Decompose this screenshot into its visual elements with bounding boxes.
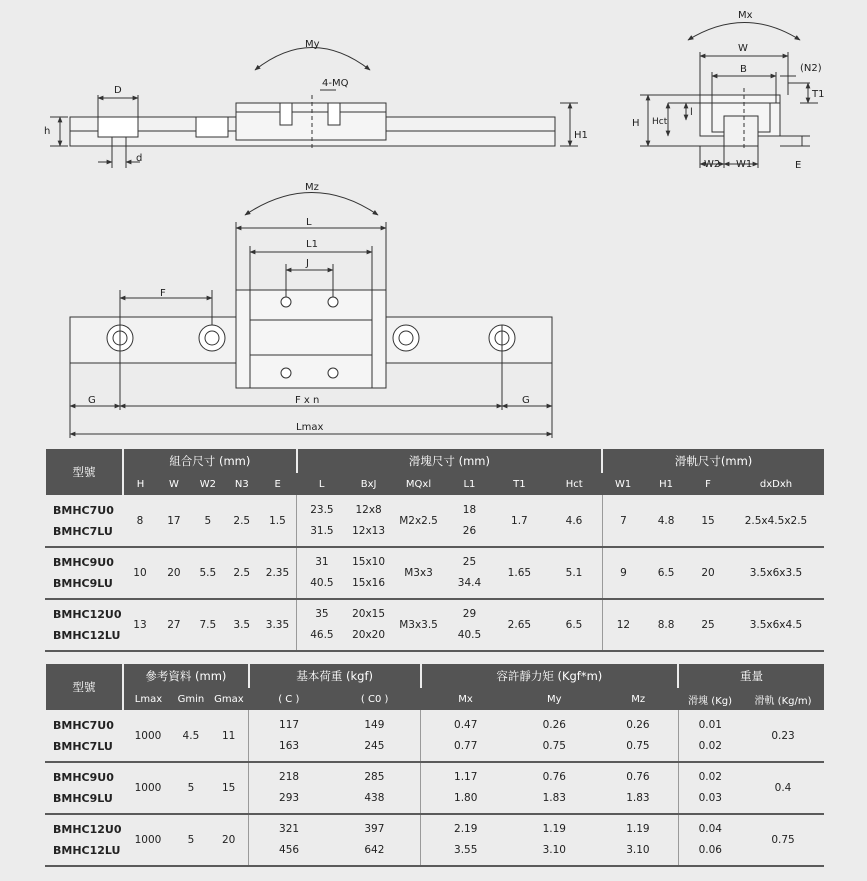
cell: 0.23 — [742, 710, 824, 762]
end-view — [640, 23, 818, 169]
top-block — [236, 290, 386, 388]
table-row — [45, 814, 824, 866]
cell: 15 — [209, 762, 249, 814]
cell: 35 — [315, 608, 329, 620]
cell: 2.65 — [492, 599, 546, 651]
label-t1: T1 — [812, 89, 825, 100]
col-rail-weight: 滑軌 (Kg/m) — [742, 688, 824, 710]
col-t1: T1 — [492, 473, 546, 495]
cell: 1.5 — [259, 495, 297, 547]
label-d-upper: D — [114, 85, 122, 96]
cell: 3.35 — [259, 599, 297, 651]
cell: 27 — [157, 599, 191, 651]
col-w: W — [157, 473, 191, 495]
table1-group-block: 滑塊尺寸 (mm) — [297, 449, 603, 473]
cell: 15x10 — [352, 556, 386, 568]
label-f: F — [160, 288, 166, 299]
model-name: BMHC12U0 — [53, 608, 122, 621]
cell: 0.02 — [698, 771, 722, 783]
label-d-lower: d — [136, 153, 143, 164]
cell: 117 — [279, 718, 300, 731]
cell: 2.5x4.5x2.5 — [728, 495, 824, 547]
model-name: BMHC7U0 — [53, 718, 114, 732]
cell: 0.02 — [698, 739, 722, 752]
cell: 438 — [364, 792, 385, 804]
table2-group-static-moment: 容許靜力矩 (Kgf*m) — [421, 664, 679, 688]
model-name: BMHC12U0 — [53, 823, 122, 836]
cell: 26 — [462, 524, 477, 537]
cell: 34.4 — [457, 577, 482, 589]
cell: 0.06 — [698, 844, 722, 856]
side-view — [50, 48, 578, 169]
cell: 1.65 — [492, 547, 546, 599]
cell: 7.5 — [191, 599, 225, 651]
cell: 15x16 — [352, 577, 386, 589]
label-h1: H1 — [574, 130, 588, 141]
label-b: B — [740, 64, 747, 75]
cell: 0.4 — [742, 762, 824, 814]
cell: 25 — [688, 599, 728, 651]
cell: 3.10 — [542, 844, 566, 856]
model-name: BMHC12LU — [53, 844, 121, 857]
cell: 4.5 — [173, 710, 209, 762]
cell: 17 — [157, 495, 191, 547]
col-dxdxh: dxDxh — [728, 473, 824, 495]
label-g-right: G — [522, 395, 530, 406]
cell: 5.5 — [191, 547, 225, 599]
cell: 13 — [123, 599, 157, 651]
cell: 8.8 — [644, 599, 688, 651]
cell: 3.5 — [225, 599, 259, 651]
col-w1: W1 — [602, 473, 644, 495]
col-h1: H1 — [644, 473, 688, 495]
col-my: My — [510, 688, 598, 710]
mz-moment-arc — [245, 193, 378, 216]
cell: 2.5 — [225, 547, 259, 599]
table2-model-header: 型號 — [45, 664, 123, 710]
label-l: L — [306, 217, 312, 228]
table2-group-basic-load: 基本荷重 (kgf) — [249, 664, 421, 688]
col-mx: Mx — [421, 688, 511, 710]
cell: 0.75 — [626, 739, 650, 752]
cell: 1.17 — [454, 771, 478, 783]
cell: 46.5 — [310, 629, 334, 641]
cell: 3.5x6x4.5 — [728, 599, 824, 651]
col-c: ( C ) — [249, 688, 329, 710]
cell: 0.76 — [542, 771, 566, 783]
table-row — [45, 547, 824, 599]
model-name: BMHC9LU — [53, 792, 113, 805]
col-h: H — [123, 473, 157, 495]
cell: 12x8 — [355, 503, 382, 516]
label-g-left: G — [88, 395, 96, 406]
model-name: BMHC9U0 — [53, 771, 114, 784]
cell: 3.10 — [626, 844, 650, 856]
cell: 8 — [123, 495, 157, 547]
cell: 245 — [364, 739, 385, 752]
cell: 397 — [364, 823, 385, 835]
cell: 20x20 — [352, 629, 386, 641]
label-n2: (N2) — [800, 63, 822, 74]
table-row — [45, 710, 824, 762]
cell: 1000 — [123, 762, 173, 814]
cell: 12x13 — [352, 524, 386, 537]
label-l1: L1 — [306, 239, 318, 250]
table-row — [45, 762, 824, 814]
cell: 0.03 — [698, 792, 722, 804]
cell: M2x2.5 — [391, 495, 447, 547]
cell: 3.55 — [454, 844, 478, 856]
table-row — [45, 599, 824, 651]
cell: 20 — [688, 547, 728, 599]
cell: 5 — [173, 762, 209, 814]
load-table — [44, 664, 824, 867]
cell: 1000 — [123, 814, 173, 866]
cell: 1.80 — [454, 792, 478, 804]
cell: 285 — [364, 771, 385, 783]
cell: 149 — [364, 718, 385, 731]
mx-moment-arc — [688, 23, 800, 41]
cell: 7 — [602, 495, 644, 547]
col-c0: ( C0 ) — [329, 688, 421, 710]
cell: 163 — [279, 739, 300, 752]
cell: 12 — [602, 599, 644, 651]
cell: 25 — [462, 556, 477, 568]
table-row — [45, 495, 824, 547]
cell: 20x15 — [352, 608, 386, 620]
cell: 2.35 — [259, 547, 297, 599]
cell: 15 — [688, 495, 728, 547]
col-l: L — [297, 473, 347, 495]
cell: 0.75 — [742, 814, 824, 866]
model-name: BMHC12LU — [53, 629, 121, 642]
col-mqxl: MQxl — [391, 473, 447, 495]
cell: 1.7 — [492, 495, 546, 547]
col-lmax: Lmax — [123, 688, 173, 710]
label-hct: Hct — [652, 117, 668, 127]
label-mx: Mx — [738, 10, 753, 21]
label-j: J — [306, 258, 309, 269]
col-gmax: Gmax — [209, 688, 249, 710]
cell: 29 — [462, 608, 477, 620]
label-w2: W2 — [704, 159, 721, 170]
col-mz: Mz — [598, 688, 678, 710]
col-bxj: BxJ — [347, 473, 391, 495]
cell: 1.19 — [626, 823, 650, 835]
cell: 1.19 — [542, 823, 566, 835]
label-h-small: h — [44, 126, 51, 137]
label-w1: W1 — [736, 159, 753, 170]
label-lmax: Lmax — [296, 422, 324, 433]
label-l-small: l — [690, 107, 693, 118]
table1-group-rail: 滑軌尺寸(mm) — [602, 449, 824, 473]
cell: 9 — [602, 547, 644, 599]
model-name: BMHC7LU — [53, 739, 113, 753]
col-block-weight: 滑塊 (Kg) — [678, 688, 742, 710]
cell: 456 — [279, 844, 300, 856]
side-block — [236, 103, 386, 140]
label-mz: Mz — [305, 182, 319, 193]
cell: 6.5 — [644, 547, 688, 599]
cell: 293 — [279, 792, 300, 804]
col-f: F — [688, 473, 728, 495]
col-l1: L1 — [447, 473, 493, 495]
col-e: E — [259, 473, 297, 495]
dimensions-table — [44, 449, 824, 652]
model-name: BMHC7U0 — [53, 503, 114, 517]
table1-model-header: 型號 — [45, 449, 123, 495]
cell: 0.47 — [454, 718, 478, 731]
cell: 0.75 — [542, 739, 566, 752]
cell: 40.5 — [457, 629, 482, 641]
cell: 18 — [462, 503, 477, 516]
cell: 1.83 — [542, 792, 566, 804]
table1-group-assembly: 組合尺寸 (mm) — [123, 449, 297, 473]
col-w2: W2 — [191, 473, 225, 495]
cell: 1.83 — [626, 792, 650, 804]
cell: 3.5x6x3.5 — [728, 547, 824, 599]
cell: 31.5 — [310, 524, 334, 537]
cell: 0.26 — [542, 718, 566, 731]
cell: 642 — [364, 844, 385, 856]
cell: 321 — [279, 823, 300, 835]
cell: M3x3 — [391, 547, 447, 599]
cell: 0.01 — [698, 718, 722, 731]
col-hct: Hct — [546, 473, 602, 495]
cell: 0.04 — [698, 823, 722, 835]
cell: 218 — [279, 771, 300, 783]
cell: 11 — [209, 710, 249, 762]
cell: 2.5 — [225, 495, 259, 547]
cell: 4.6 — [546, 495, 602, 547]
cell: M3x3.5 — [391, 599, 447, 651]
model-name: BMHC9LU — [53, 577, 113, 590]
cell: 5 — [191, 495, 225, 547]
label-my: My — [305, 39, 320, 50]
cell: 0.26 — [626, 718, 650, 731]
cell: 5 — [173, 814, 209, 866]
cell: 31 — [315, 556, 329, 568]
table2-group-reference: 參考資料 (mm) — [123, 664, 249, 688]
cell: 6.5 — [546, 599, 602, 651]
label-h-large: H — [632, 118, 640, 129]
cell: 40.5 — [310, 577, 334, 589]
cell: 20 — [157, 547, 191, 599]
cell: 1000 — [123, 710, 173, 762]
cell: 0.76 — [626, 771, 650, 783]
col-n3: N3 — [225, 473, 259, 495]
model-name: BMHC7LU — [53, 524, 113, 538]
label-e: E — [795, 160, 802, 171]
cell: 4.8 — [644, 495, 688, 547]
label-w: W — [738, 43, 748, 54]
cell: 20 — [209, 814, 249, 866]
table2-group-weight: 重量 — [678, 664, 824, 688]
col-gmin: Gmin — [173, 688, 209, 710]
cell: 10 — [123, 547, 157, 599]
my-moment-arc — [255, 48, 370, 71]
cell: 23.5 — [310, 503, 334, 516]
cell: 0.77 — [454, 739, 478, 752]
cell: 5.1 — [546, 547, 602, 599]
model-name: BMHC9U0 — [53, 556, 114, 569]
label-4mq: 4-MQ — [322, 78, 349, 89]
cell: 2.19 — [454, 823, 478, 835]
label-fxn: F x n — [295, 395, 320, 406]
